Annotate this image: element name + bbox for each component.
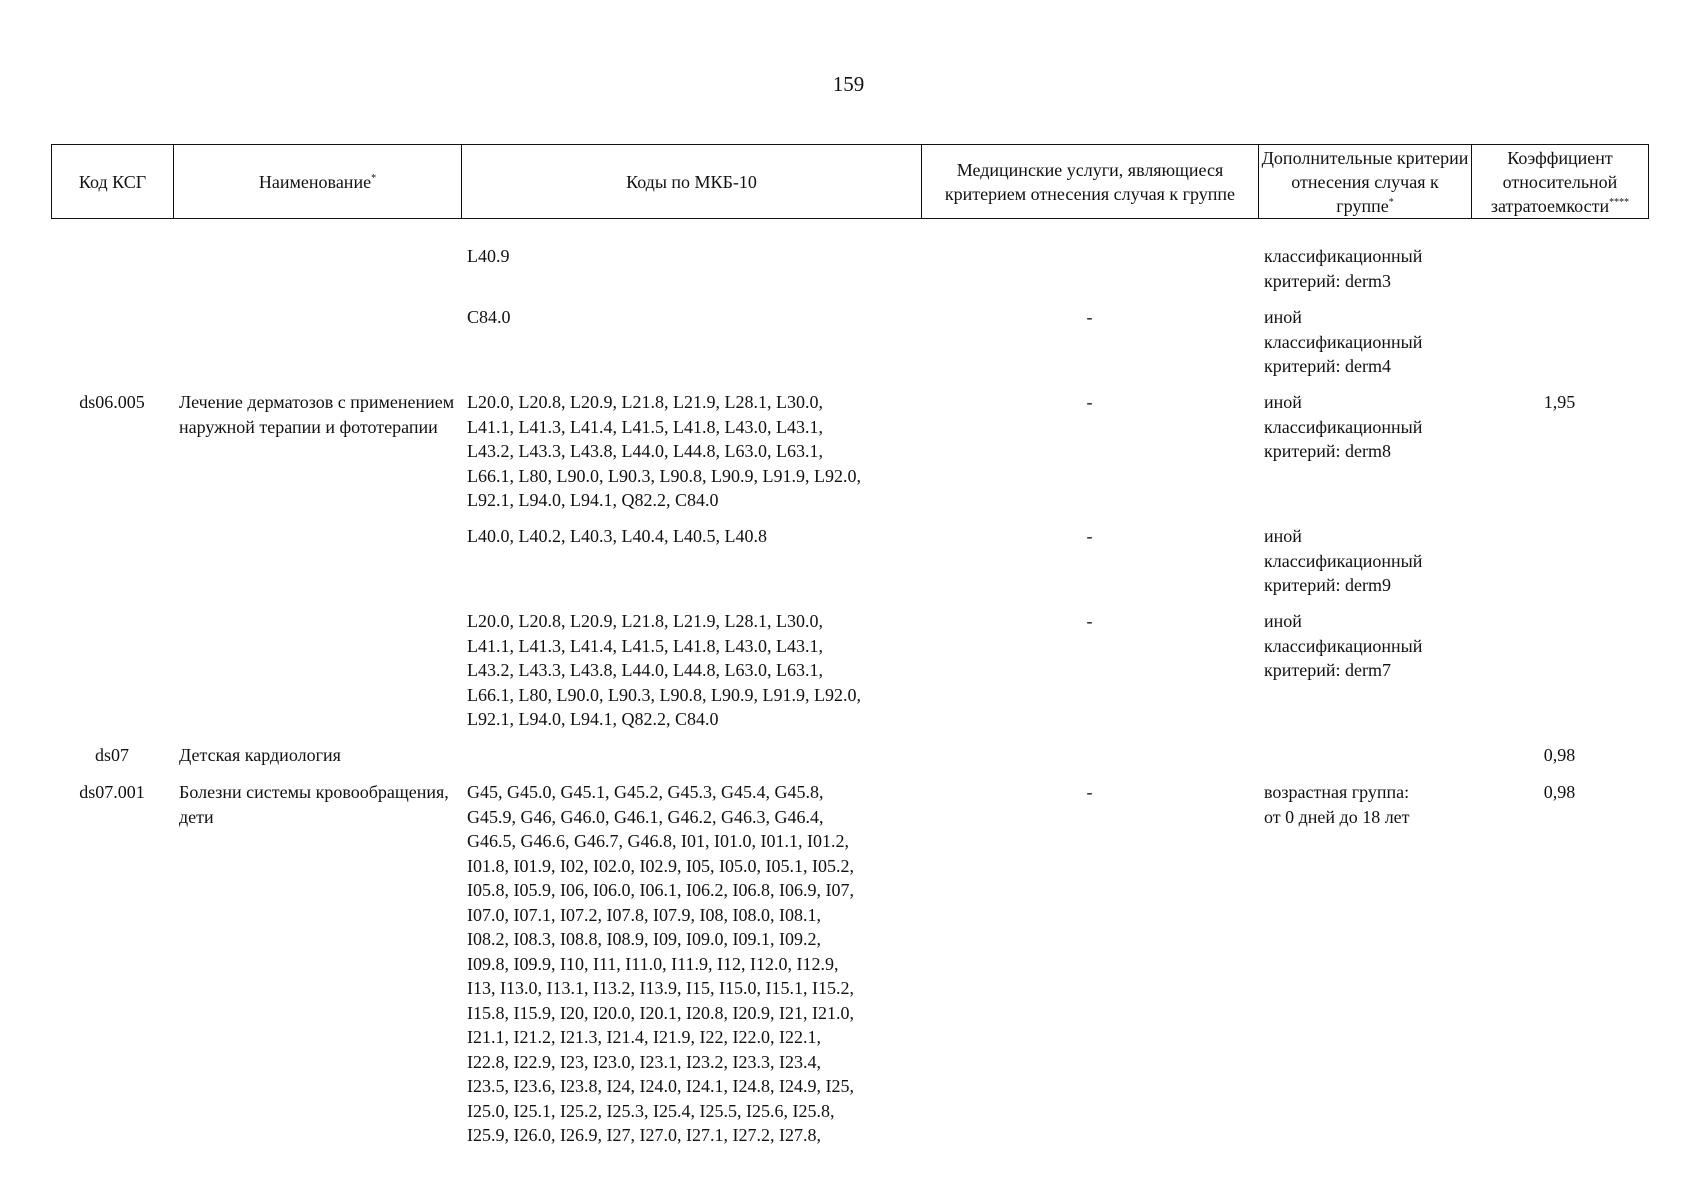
cell-name: Лечение дерматозов с применением наружной терапии и фототерапии [179,392,455,437]
table-row [51,305,1648,390]
cell-services: - [1086,611,1093,631]
cell-icd: L20.0, L20.8, L20.9, L21.8, L21.9, L28.1, L30.0, L41.1, L41.3, L41.4, L41.5, L41.8, L43.0, L43.1, L43.2, L43.3, L43.8, L44.0, L44.8, L63.0, L63.1, L66.1, L80, L90.0, L90.3, L90.8, L90.9, L91.9, L92.0, L92.1, L94.0, L94.1, Q82.2, C84.0 [467,392,861,510]
header-coefficient: Коэффициент относительной затратоемкости**** [1472,145,1649,219]
cell-name: Детская кардиология [179,745,341,765]
cell-criteria: возрастная группа: от 0 дней до 18 лет [1264,782,1410,827]
cell-coefficient: 0,98 [1543,782,1576,802]
cell-code: ds07 [94,745,129,765]
footnote-mark: **** [1609,196,1630,208]
cell-services: - [1086,392,1093,412]
cell-criteria: иной классификационный критерий: derm8 [1264,392,1423,461]
cell-criteria: классификационный критерий: derm3 [1264,246,1423,291]
cell-criteria: иной классификационный критерий: derm7 [1264,611,1423,680]
cell-code [51,609,173,743]
cell-services: - [1086,526,1093,546]
table-header [51,144,1649,219]
cell-coefficient: 0,98 [1543,745,1576,765]
cell-criteria: иной классификационный критерий: derm4 [1264,307,1423,376]
cell-coefficient [1471,609,1648,743]
cell-icd: C84.0 [467,307,511,327]
table-row [51,609,1648,743]
cell-name [173,244,461,305]
page-number: 159 [832,72,865,96]
cell-icd [461,743,921,780]
cell-services [921,244,1258,305]
cell-icd: L40.9 [467,246,510,266]
cell-code: ds06.005 [79,392,145,412]
table-row [51,390,1648,524]
cell-code [51,244,173,305]
cell-criteria [1258,743,1471,780]
cell-code [51,305,173,390]
cell-name [173,609,461,743]
cell-coefficient [1471,305,1648,390]
footnote-mark: * [371,172,377,184]
header-code: Код КСГ [52,145,174,219]
header-icd-codes: Коды по МКБ-10 [462,145,922,219]
cell-criteria: иной классификационный критерий: derm9 [1264,526,1423,595]
header-services: Медицинские услуги, являющиеся критерием отнесения случая к группе [922,145,1259,219]
cell-name: Болезни системы кровообращения, дети [179,782,449,827]
header-extra-criteria: Дополнительные критерии отнесения случая к группе* [1259,145,1472,219]
cell-code: ds07.001 [79,782,145,802]
cell-coefficient: 1,95 [1543,392,1576,412]
cell-name [173,524,461,609]
cell-services: - [1086,307,1093,327]
cell-icd: G45, G45.0, G45.1, G45.2, G45.3, G45.4, G45.8, G45.9, G46, G46.0, G46.1, G46.2, G46.3, G46.4, G46.5, G46.6, G46.7, G46.8, I01, I01.0, I01.1, I01.2, I01.8, I01.9, I02, I02.0, I02.9, I05, I05.0, I05.1, I05.2, I05.8, I05.9, I06, I06.0, I06.1, I06.2, I06.8, I06.9, I07, I07.0, I07.1, I07.2, I07.8, I07.9, I08, I08.0, I08.1, I08.2, I08.3, I08.8, I08.9, I09, I09.0, I09.1, I09.2, I09.8, I09.9, I10, I11, I11.0, I11.9, I12, I12.0, I12.9, I13, I13.0, I13.1, I13.2, I13.9, I15, I15.0, I15.1, I15.2, I15.8, I15.9, I20, I20.0, I20.1, I20.8, I20.9, I21, I21.0, I21.1, I21.2, I21.3, I21.4, I21.9, I22, I22.0, I22.1, I22.8, I22.9, I23, I23.0, I23.1, I23.2, I23.3, I23.4, I23.5, I23.6, I23.8, I24, I24.0, I24.1, I24.8, I24.9, I25, I25.0, I25.1, I25.2, I25.3, I25.4, I25.5, I25.6, I25.8, I25.9, I26.0, I26.9, I27, I27.0, I27.1, I27.2, I27.8, [467,782,854,1145]
cell-services [921,743,1258,780]
table-row [51,244,1648,305]
cell-code [51,524,173,609]
table-row [51,524,1648,609]
cell-services: - [1086,782,1093,802]
footnote-mark: * [1388,196,1394,208]
cell-icd: L20.0, L20.8, L20.9, L21.8, L21.9, L28.1, L30.0, L41.1, L41.3, L41.4, L41.5, L41.8, L43.0, L43.1, L43.2, L43.3, L43.8, L44.0, L44.8, L63.0, L63.1, L66.1, L80, L90.0, L90.3, L90.8, L90.9, L91.9, L92.0, L92.1, L94.0, L94.1, Q82.2, C84.0 [467,611,861,729]
table-row [51,743,1648,780]
header-name: Наименование* [174,145,462,219]
cell-name [173,305,461,390]
cell-coefficient [1471,244,1648,305]
table-body [51,244,1648,1148]
cell-coefficient [1471,524,1648,609]
table-row [51,780,1648,1148]
cell-icd: L40.0, L40.2, L40.3, L40.4, L40.5, L40.8 [467,526,767,546]
